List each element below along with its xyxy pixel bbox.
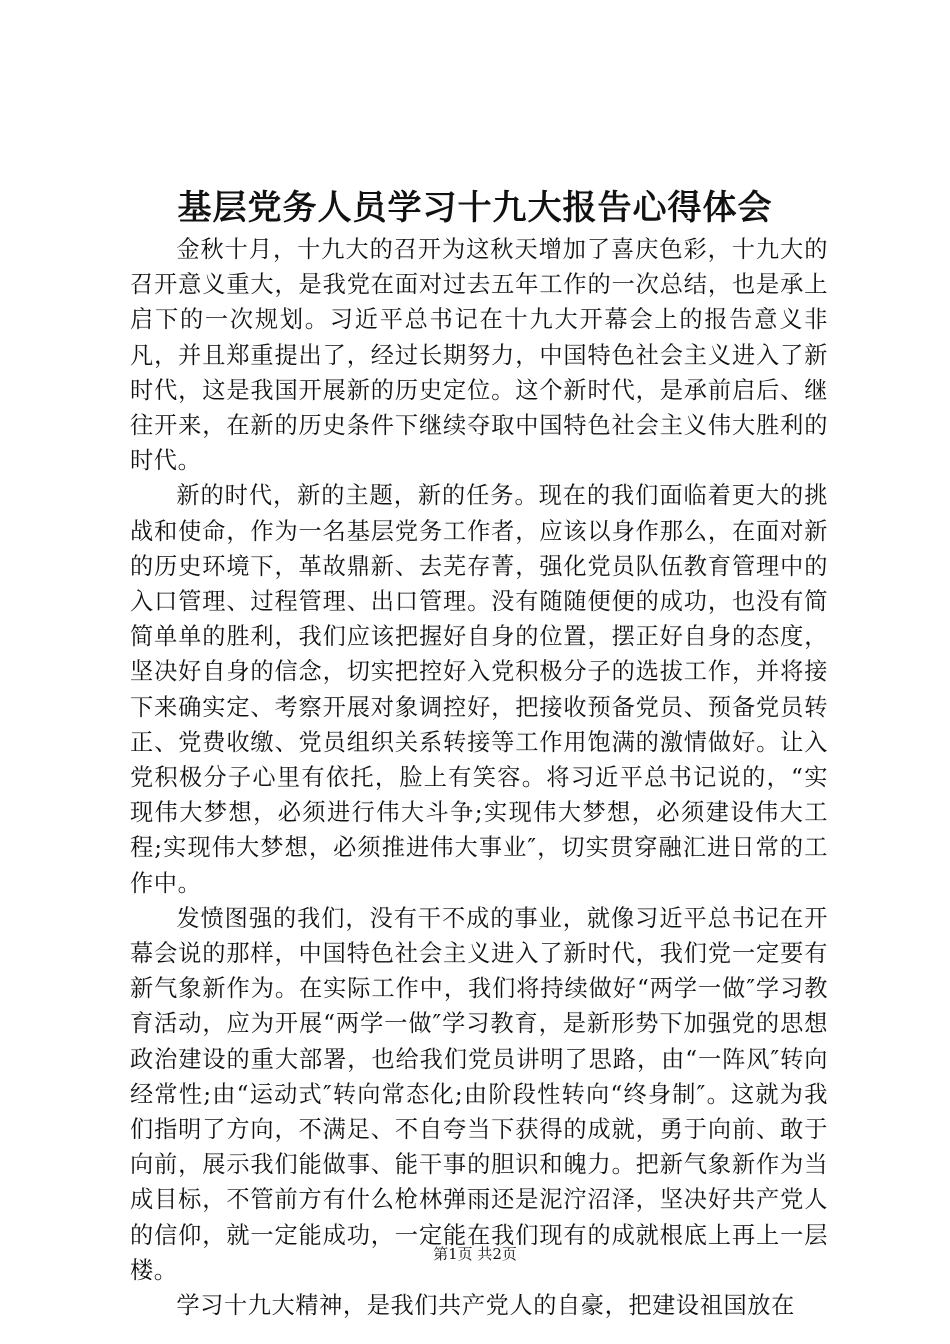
page-number-footer: 第1页 共2页 — [433, 1245, 517, 1263]
paragraph-1: 金秋十月，十九大的召开为这秋天增加了喜庆色彩，十九大的召开意义重大，是我党在面对过去五年工作的一次总结，也是承上启下的一次规划。习近平总书记在十九大开幕会上的报告意义非凡，并且郑重提出了，经过长期努力，中国特色社会主义进入了新时代，这是我国开展新的历史定位。这个新时代，是承前启后、继往开来，在新的历史条件下继续夺取中国特色社会主义伟大胜利的时代。 — [130, 236, 828, 475]
document-title: 基层党务人员学习十九大报告心得体会 — [177, 188, 773, 228]
paragraph-2: 新的时代，新的主题，新的任务。现在的我们面临着更大的挑战和使命，作为一名基层党务工作者，应该以身作那么，在面对新的历史环境下，革故鼎新、去芜存菁，强化党员队伍教育管理中的入口管理、过程管理、出口管理。没有随随便便的成功，也没有简简单单的胜利，我们应该把握好自身的位置，摆正好自身的态度，坚决好自身的信念，切实把控好入党积极分子的选拔工作，并将接下来确实定、考察开展对象调控好，把接收预备党员、预备党员转正、党费收缴、党员组织关系转接等工作用饱满的激情做好。让入党积极分子心里有依托，脸上有笑容。将习近平总书记说的，“实现伟大梦想，必须进行伟大斗争;实现伟大梦想，必须建设伟大工程;实现伟大梦想，必须推进伟大事业″，切实贯穿融汇进日常的工作中。 — [130, 482, 828, 897]
document-body — [130, 232, 828, 1323]
paragraph-3: 发愤图强的我们，没有干不成的事业，就像习近平总书记在开幕会说的那样，中国特色社会主义进入了新时代，我们党一定要有新气象新作为。在实际工作中，我们将持续做好“两学一做″学习教育活动，应为开展“两学一做″学习教育，是新形势下加强党的思想政治建设的重大部署，也给我们党员讲明了思路，由“一阵风″转向经常性;由“运动式″转向常态化;由阶段性转向“终身制″。这就为我们指明了方向，不满足、不自夸当下获得的成就，勇于向前、敢于向前，展示我们能做事、能干事的胆识和魄力。把新气象新作为当成目标，不管前方有什么枪林弹雨还是泥泞沼泽，坚决好共产党人的信仰，就一定能成功，一定能在我们现有的成就根底上再上一层楼。 — [130, 904, 828, 1284]
paragraph-4: 学习十九大精神，是我们共产党人的自豪，把建设祖国放在 — [176, 1292, 795, 1320]
